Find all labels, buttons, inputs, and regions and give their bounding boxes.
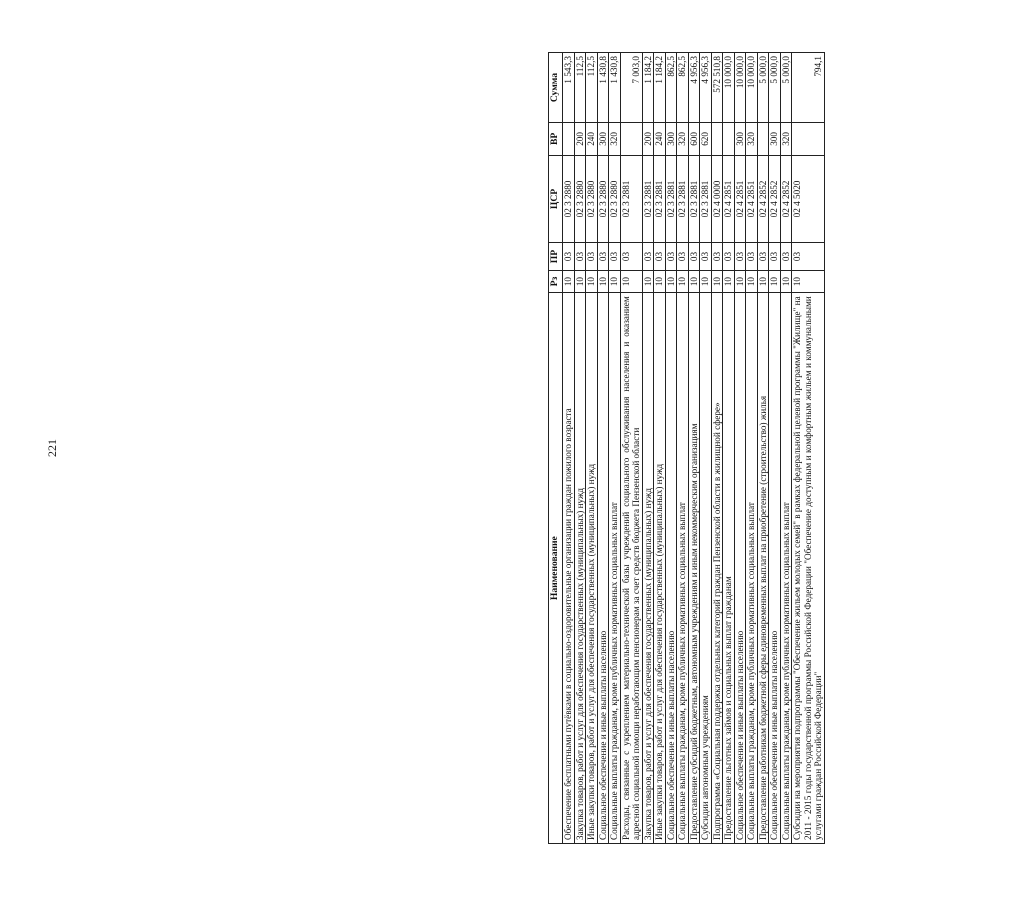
table-row [654,53,666,844]
cell-vr: 320 [677,123,689,156]
table-row [780,53,792,844]
cell-rz: 10 [586,270,598,293]
cell-name: Иные закупки товаров, работ и услуг для обеспечения государственных (муниципальных) нужд [654,293,666,844]
page-number: 221 [45,439,59,457]
cell-csr: 02 4 2851 [723,155,735,243]
table-row [792,53,825,844]
cell-sum: 4 956,3 [688,53,700,123]
cell-csr: 02 4 0000 [711,155,723,243]
cell-pr: 03 [609,243,621,271]
cell-pr: 03 [688,243,700,271]
table-row [563,53,575,844]
header-vr: ВР [549,123,563,156]
table-row [711,53,723,844]
cell-rz: 10 [780,270,792,293]
cell-name: Социальное обеспечение и иные выплаты населению [597,293,609,844]
cell-vr: 320 [609,123,621,156]
cell-csr: 02 3 2881 [677,155,689,243]
cell-rz: 10 [677,270,689,293]
cell-rz: 10 [757,270,769,293]
header-name: Наименование [549,293,563,844]
cell-pr: 03 [700,243,712,271]
cell-pr: 03 [642,243,654,271]
cell-sum: 794,1 [792,53,825,123]
cell-sum: 10 000,0 [734,53,746,123]
cell-rz: 10 [711,270,723,293]
cell-sum: 572 510,8 [711,53,723,123]
cell-name: Предоставление субсидий бюджетным, автономным учреждениям и иным некоммерческим организациям [688,293,700,844]
header-sum: Сумма [549,53,563,123]
cell-name: Предоставление льготных займов и социальных выплат гражданам [723,293,735,844]
cell-sum: 112,5 [586,53,598,123]
table-row [642,53,654,844]
cell-rz: 10 [723,270,735,293]
cell-vr: 200 [642,123,654,156]
cell-csr: 02 3 2881 [642,155,654,243]
cell-vr [757,123,769,156]
cell-name: Социальные выплаты гражданам, кроме публичных нормативных социальных выплат [609,293,621,844]
cell-csr: 02 3 2880 [586,155,598,243]
cell-vr: 300 [597,123,609,156]
cell-rz: 10 [642,270,654,293]
cell-vr: 600 [688,123,700,156]
table-row [734,53,746,844]
table-row [574,53,586,844]
cell-rz: 10 [769,270,781,293]
cell-sum: 1 184,2 [642,53,654,123]
cell-sum: 1 543,3 [563,53,575,123]
cell-sum: 10 000,0 [723,53,735,123]
cell-vr: 300 [769,123,781,156]
cell-csr: 02 3 2881 [620,155,642,243]
cell-pr: 03 [711,243,723,271]
table-row [620,53,642,844]
cell-rz: 10 [654,270,666,293]
cell-pr: 03 [574,243,586,271]
cell-name: Иные закупки товаров, работ и услуг для обеспечения государственных (муниципальных) нужд [586,293,598,844]
cell-pr: 03 [757,243,769,271]
cell-rz: 10 [688,270,700,293]
header-pr: ПР [549,243,563,271]
cell-name: Закупка товаров, работ и услуг для обеспечения государственных (муниципальных) нужд [642,293,654,844]
cell-sum: 4 956,3 [700,53,712,123]
cell-vr [723,123,735,156]
cell-sum: 5 000,0 [757,53,769,123]
cell-sum: 10 000,0 [746,53,758,123]
cell-name: Социальные выплаты гражданам, кроме публичных нормативных социальных выплат [746,293,758,844]
cell-vr: 320 [780,123,792,156]
cell-vr [620,123,642,156]
cell-csr: 02 4 2852 [780,155,792,243]
cell-name: Социальные выплаты гражданам, кроме публичных нормативных социальных выплат [677,293,689,844]
cell-pr: 03 [677,243,689,271]
cell-pr: 03 [723,243,735,271]
cell-pr: 03 [780,243,792,271]
cell-name: Предоставление работникам бюджетной сферы единовременных выплат на приобретение (строительство) жилья [757,293,769,844]
cell-rz: 10 [609,270,621,293]
cell-sum: 1 430,8 [609,53,621,123]
cell-csr: 02 4 2851 [746,155,758,243]
cell-rz: 10 [746,270,758,293]
cell-rz: 10 [700,270,712,293]
table-body [563,53,825,844]
cell-sum: 7 003,0 [620,53,642,123]
cell-csr: 02 3 2880 [597,155,609,243]
cell-rz: 10 [792,270,825,293]
cell-vr [563,123,575,156]
table-row [586,53,598,844]
cell-pr: 03 [746,243,758,271]
header-rz: Рз [549,270,563,293]
cell-name: Субсидии на мероприятия подпрограммы "Обеспечение жильем молодых семей" в рамках федеральной целевой программы "Жилище" на 2011 - 2015 годы государственной программы Российской Федерации "Обеспечение доступным и комфортным жильем и коммунальными услугами граждан Российской Федерации" [792,293,825,844]
table-row [677,53,689,844]
cell-pr: 03 [769,243,781,271]
cell-pr: 03 [597,243,609,271]
cell-vr: 200 [574,123,586,156]
cell-vr [711,123,723,156]
cell-sum: 5 000,0 [780,53,792,123]
cell-vr: 320 [746,123,758,156]
cell-csr: 02 3 2880 [609,155,621,243]
cell-rz: 10 [665,270,677,293]
cell-csr: 02 4 2852 [769,155,781,243]
cell-rz: 10 [734,270,746,293]
cell-pr: 03 [654,243,666,271]
cell-name: Социальное обеспечение и иные выплаты населению [769,293,781,844]
cell-vr: 300 [665,123,677,156]
table-header-row [549,53,563,844]
cell-name: Закупка товаров, работ и услуг для обеспечения государственных (муниципальных) нужд [574,293,586,844]
cell-csr: 02 3 2881 [700,155,712,243]
cell-pr: 03 [563,243,575,271]
cell-csr: 02 3 2881 [654,155,666,243]
cell-rz: 10 [563,270,575,293]
cell-csr: 02 3 2881 [665,155,677,243]
cell-vr [792,123,825,156]
cell-name: Субсидии автономным учреждениям [700,293,712,844]
table-row [609,53,621,844]
cell-sum: 862,5 [677,53,689,123]
cell-rz: 10 [620,270,642,293]
cell-sum: 112,5 [574,53,586,123]
cell-pr: 03 [734,243,746,271]
cell-sum: 862,5 [665,53,677,123]
table-row [746,53,758,844]
cell-vr: 300 [734,123,746,156]
cell-pr: 03 [586,243,598,271]
budget-table [548,52,825,844]
cell-csr: 02 3 2880 [574,155,586,243]
cell-csr: 02 3 2881 [688,155,700,243]
cell-sum: 5 000,0 [769,53,781,123]
cell-name: Обеспечение бесплатными путёвками в социально-оздоровительные организации граждан пожилого возраста [563,293,575,844]
cell-rz: 10 [574,270,586,293]
cell-csr: 02 4 2852 [757,155,769,243]
table-row [769,53,781,844]
cell-vr: 240 [654,123,666,156]
header-csr: ЦСР [549,155,563,243]
cell-pr: 03 [665,243,677,271]
cell-name: Подпрограмма «Социальная поддержка отдельных категорий граждан Пензенской области в жилищной сфере» [711,293,723,844]
cell-name: Расходы, связанные с укреплением материально-технической базы учреждений социального обслуживания населения и оказанием адресной социальной помощи неработающим пенсионерам за счет средств бюджета Пензенской области [620,293,642,844]
cell-name: Социальное обеспечение и иные выплаты населению [734,293,746,844]
cell-name: Социальное обеспечение и иные выплаты населению [665,293,677,844]
table-row [723,53,735,844]
table-row [700,53,712,844]
cell-vr: 240 [586,123,598,156]
cell-vr: 620 [700,123,712,156]
cell-csr: 02 4 5020 [792,155,825,243]
table-row [688,53,700,844]
cell-rz: 10 [597,270,609,293]
table-row [757,53,769,844]
cell-sum: 1 184,2 [654,53,666,123]
table-row [665,53,677,844]
cell-name: Социальные выплаты гражданам, кроме публичных нормативных социальных выплат [780,293,792,844]
rotated-page-content [548,52,1012,844]
cell-csr: 02 4 2851 [734,155,746,243]
table-row [597,53,609,844]
cell-pr: 03 [620,243,642,271]
cell-pr: 03 [792,243,825,271]
cell-csr: 02 3 2880 [563,155,575,243]
cell-sum: 1 430,8 [597,53,609,123]
